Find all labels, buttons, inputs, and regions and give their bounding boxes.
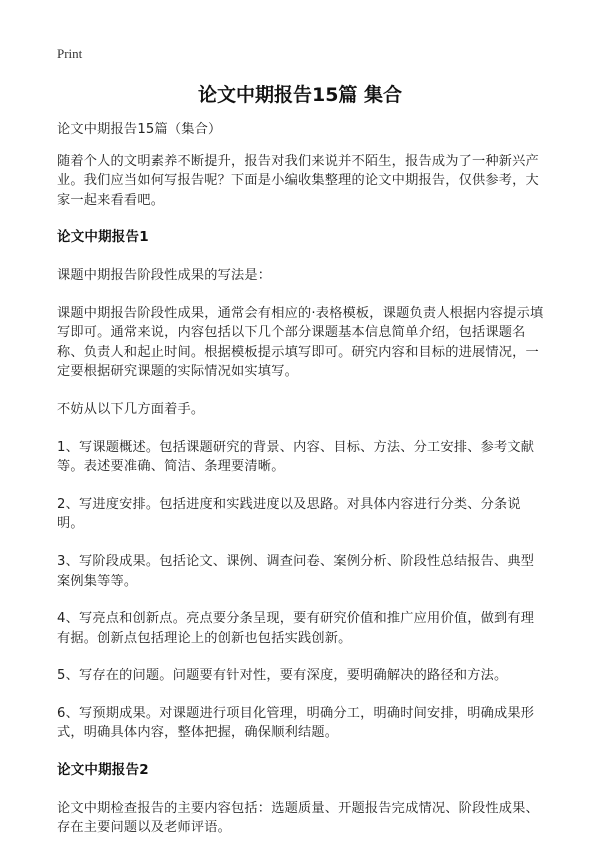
section-heading-2: 论文中期报告2: [57, 762, 149, 779]
document-title: 论文中期报告15篇 集合: [197, 84, 403, 106]
section2-paragraph-1: 论文中期检查报告的主要内容包括：选题质量、开题报告完成情况、阶段性成果、存在主要问题以及老师评语。: [57, 800, 539, 836]
list-item-6: 6、写预期成果。对课题进行项目化管理，明确分工，明确时间安排，明确成果形式，明确具体内容，整体把握，确保顺利结题。: [57, 705, 535, 741]
section1-paragraph-2: 课题中期报告阶段性成果，通常会有相应的·表格模板，课题负责人根据内容提示填写即可。通常来说，内容包括以下几个部分课题基本信息简单介绍，包括课题名称、负责人和起止时间。根据模板提示填写即可。研究内容和目标的进展情况，一定要根据研究课题的实际情况如实填写。: [57, 305, 544, 380]
document-body: [57, 120, 547, 856]
print-link[interactable]: Print: [57, 46, 83, 61]
list-item-3: 3、写阶段成果。包括论文、课例、调查问卷、案例分析、阶段性总结报告、典型案例集等等。: [57, 553, 535, 589]
list-item-5: 5、写存在的问题。问题要有针对性，要有深度，要明确解决的路径和方法。: [57, 668, 508, 684]
list-item-2: 2、写进度安排。包括进度和实践进度以及思路。对具体内容进行分类、分条说明。: [57, 496, 521, 532]
intro-paragraph: 随着个人的文明素养不断提升，报告对我们来说并不陌生，报告成为了一种新兴产业。我们应当如何写报告呢？下面是小编收集整理的论文中期报告，仅供参考，大家一起来看看吧。: [57, 153, 539, 208]
section1-paragraph-3: 不妨从以下几方面着手。: [57, 401, 205, 417]
section-heading-1: 论文中期报告1: [57, 229, 149, 246]
document-subtitle: 论文中期报告15篇（集合）: [57, 122, 222, 137]
list-item-4: 4、写亮点和创新点。亮点要分条呈现，要有研究价值和推广应用价值，做到有理有据。创新点包括理论上的创新也包括实践创新。: [57, 611, 535, 646]
list-item-1: 1、写课题概述。包括课题研究的背景、内容、目标、方法、分工安排、参考文献等。表述要准确、简洁、条理要清晰。: [57, 439, 535, 475]
section1-paragraph-1: 课题中期报告阶段性成果的写法是：: [57, 267, 272, 283]
